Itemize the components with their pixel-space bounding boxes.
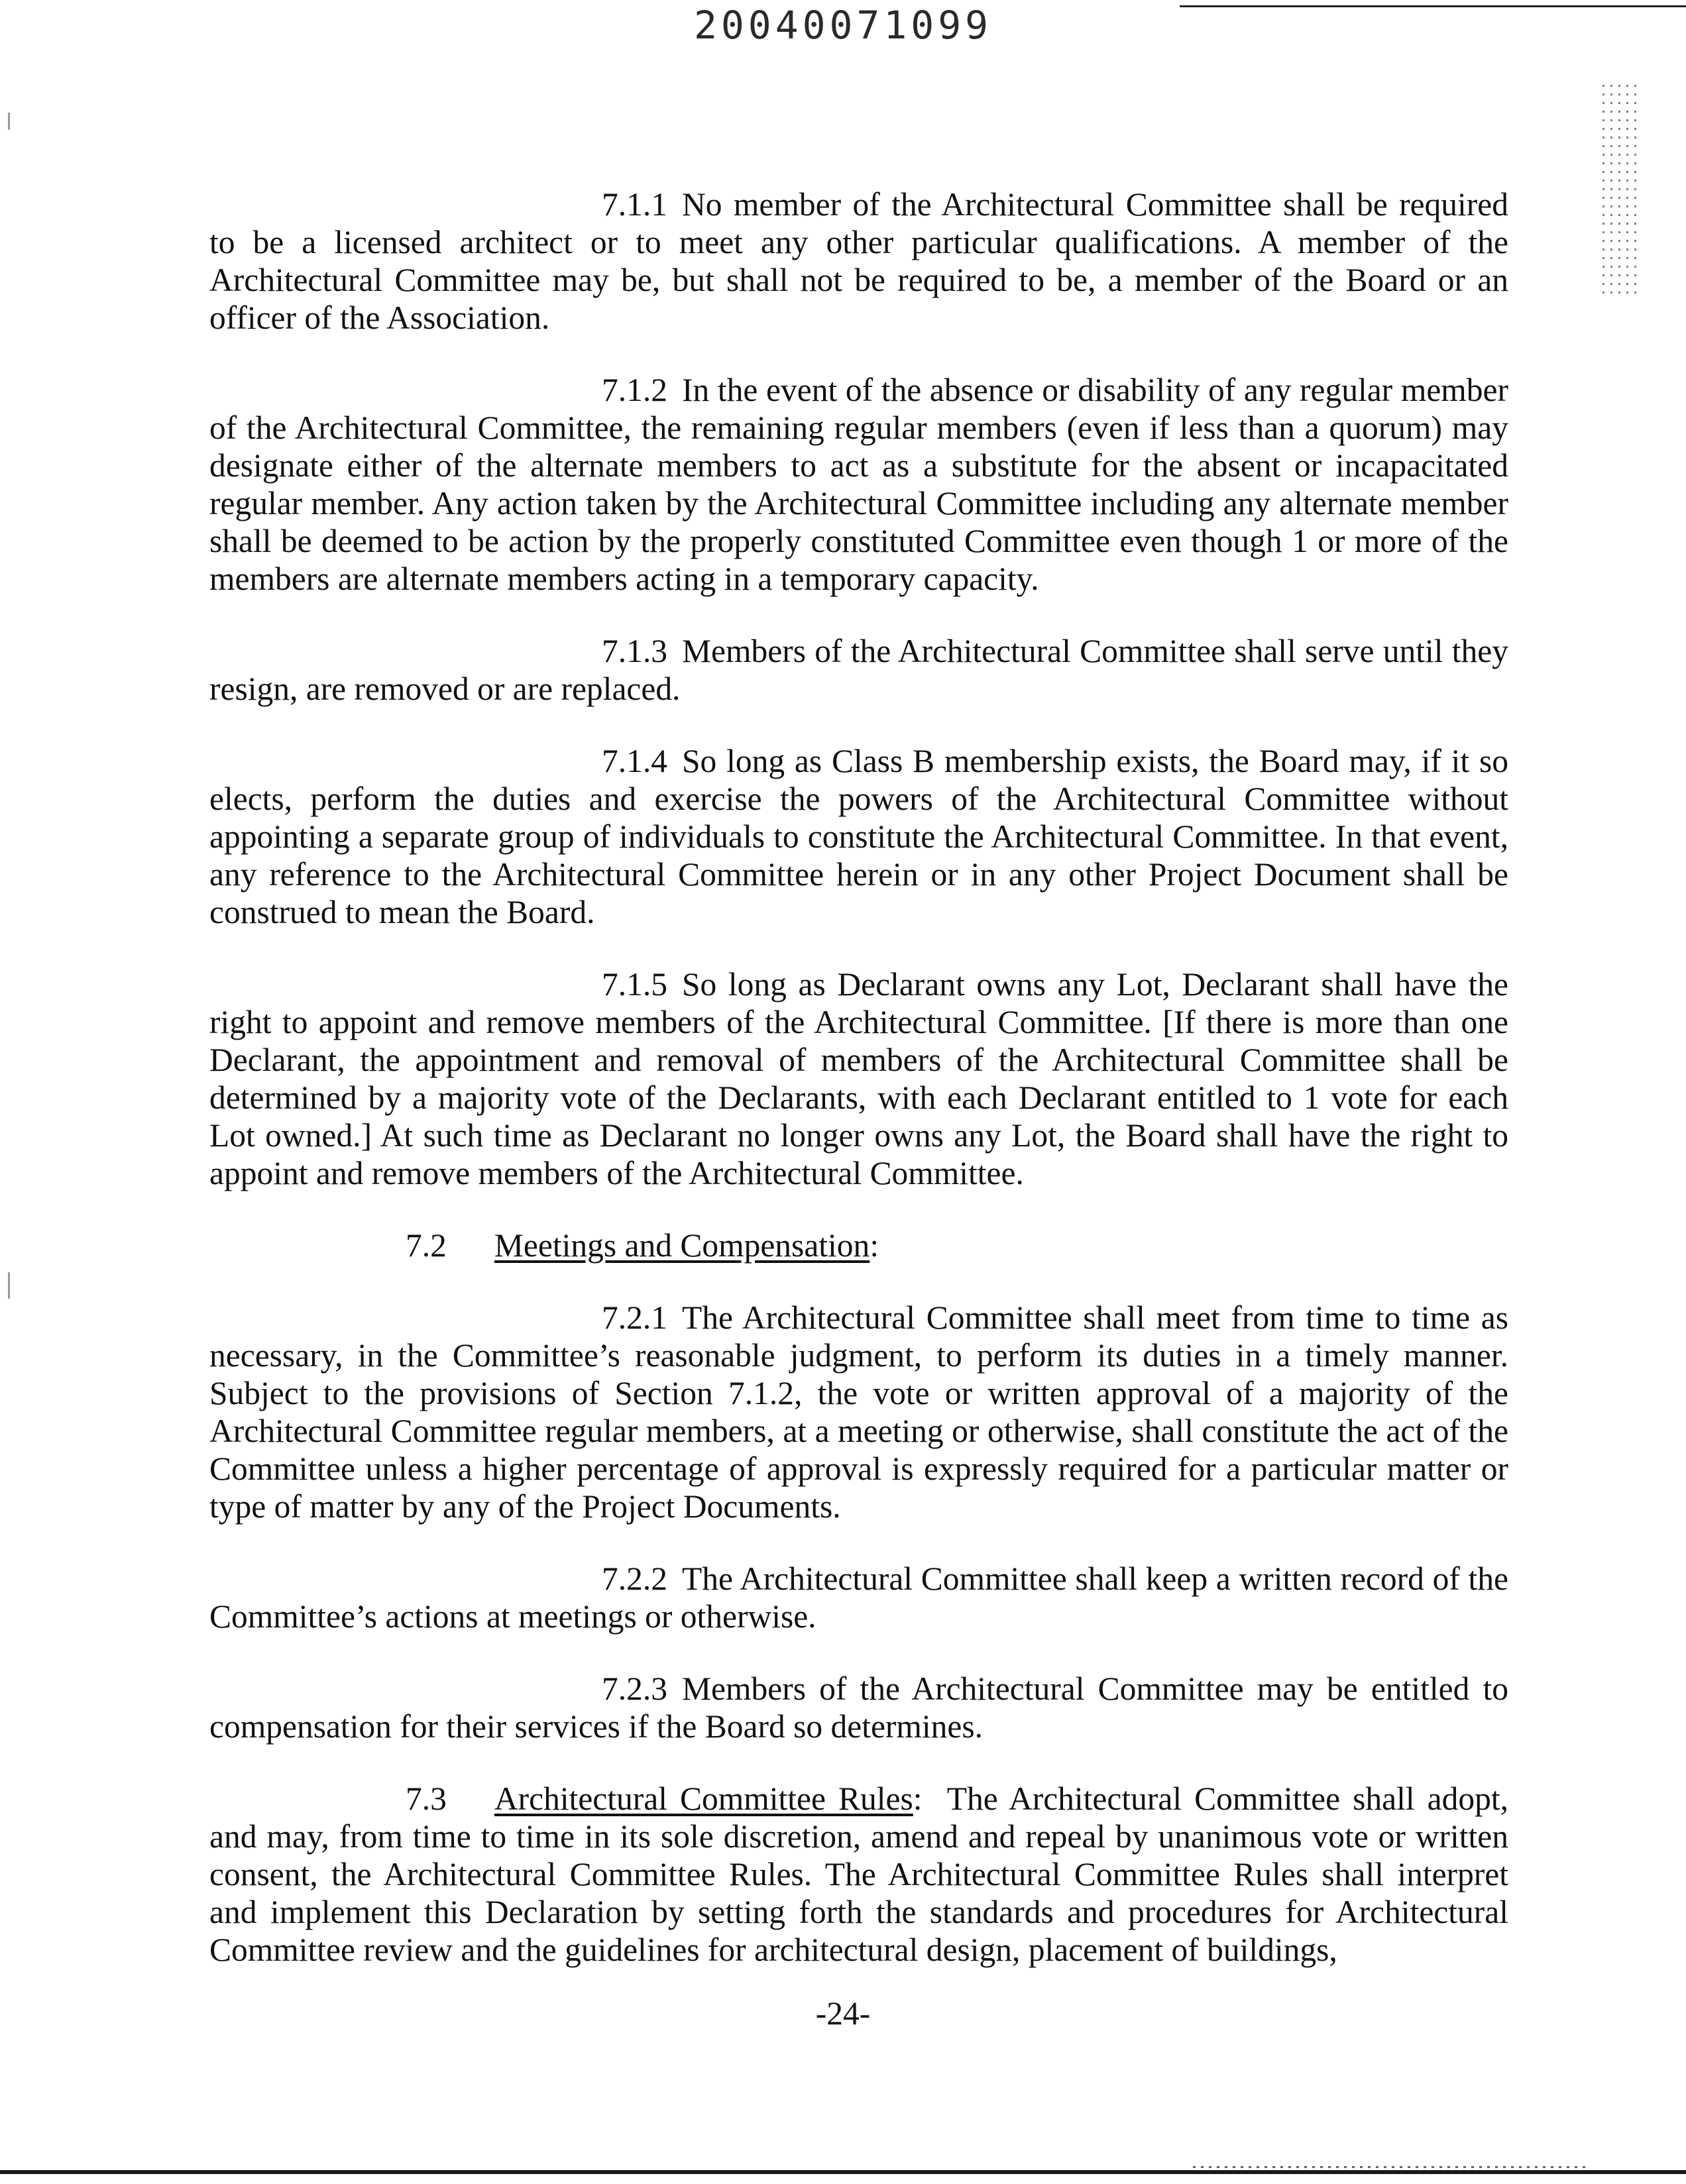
section-7-3: [209, 1780, 1508, 1969]
paragraph-text: No member of the Architectural Committee shall be required to be a licensed architect or to meet any other particular qualifications. A member of the Architectural Committee may be, but shall not be required to be, a member of the Board or an officer of the Association.: [209, 186, 1508, 336]
section-heading: Architectural Committee Rules: [494, 1780, 913, 1817]
scan-artifact-marks: [1602, 85, 1640, 297]
heading-punctuation: :: [870, 1227, 879, 1264]
paragraph-text: The Architectural Committee shall adopt, and may, from time to time in its sole discretion, amend and repeal by unanimous vote or written consent, the Architectural Committee Rules. The Architectural Committee Rules shall interpret and implement this Declaration by setting forth the standards and procedures for Architectural Committee review and the guidelines for architectural design, placement of buildings,: [209, 1780, 1508, 1968]
section-number: 7.3: [406, 1780, 447, 1817]
section-7-2-heading: [209, 1227, 1508, 1264]
section-number: 7.2: [406, 1227, 447, 1264]
paragraph-number: 7.1.1: [602, 186, 667, 223]
section-heading: Meetings and Compensation: [494, 1227, 870, 1264]
paragraph-7-1-3: [209, 632, 1508, 708]
bottom-scan-dots: [1193, 2166, 1591, 2168]
heading-punctuation: :: [913, 1780, 947, 1817]
paragraph-text: In the event of the absence or disability of any regular member of the Architectural Committee, the remaining regular members (even if less than a quorum) may designate either of the alternate members to act as a substitute for the absent or incapacitated regular member. Any action taken by the Architectural Committee including any alternate member shall be deemed to be action by the properly constituted Committee even though 1 or more of the members are alternate members acting in a temporary capacity.: [209, 372, 1508, 597]
paragraph-text: Members of the Architectural Committee shall serve until they resign, are removed or are replaced.: [209, 633, 1508, 707]
scan-speck: [8, 113, 10, 130]
paragraph-number: 7.2.1: [602, 1299, 667, 1336]
paragraph-7-2-3: [209, 1670, 1508, 1745]
paragraph-text: The Architectural Committee shall keep a written record of the Committee’s actions at meetings or otherwise.: [209, 1560, 1508, 1635]
paragraph-number: 7.1.3: [602, 633, 667, 669]
paragraph-number: 7.2.2: [602, 1560, 667, 1597]
page-number: -24-: [815, 1995, 871, 2032]
paragraph-text: So long as Class B membership exists, the Board may, if it so elects, perform the duties and exercise the powers of the Architectural Committee without appointing a separate group of individuals to constitute the Architectural Committee. In that event, any reference to the Architectural Committee herein or in any other Project Document shall be construed to mean the Board.: [209, 743, 1508, 930]
paragraph-7-1-5: [209, 965, 1508, 1192]
paragraph-7-1-4: [209, 742, 1508, 931]
document-body: [209, 186, 1508, 2003]
paragraph-text: Members of the Architectural Committee may be entitled to compensation for their services if the Board so determines.: [209, 1670, 1508, 1745]
paragraph-number: 7.1.5: [602, 966, 667, 1003]
paragraph-number: 7.2.3: [602, 1670, 667, 1707]
paragraph-number: 7.1.2: [602, 372, 667, 408]
paragraph-7-1-1: [209, 186, 1508, 337]
paragraph-7-2-1: [209, 1299, 1508, 1525]
bottom-scan-rule: [0, 2170, 1686, 2174]
paragraph-text: So long as Declarant owns any Lot, Declarant shall have the right to appoint and remove members of the Architectural Committee. [If there is more than one Declarant, the appointment and removal of members of the Architectural Committee shall be determined by a majority vote of the Declarants, with each Declarant entitled to 1 vote for each Lot owned.] At such time as Declarant no longer owns any Lot, the Board shall have the right to appoint and remove members of the Architectural Committee.: [209, 966, 1508, 1191]
scan-speck: [8, 1272, 10, 1299]
document-number: 20040071099: [693, 3, 993, 48]
paragraph-text: The Architectural Committee shall meet from time to time as necessary, in the Committee’s reasonable judgment, to perform its duties in a timely manner. Subject to the provisions of Section 7.1.2, the vote or written approval of a majority of the Architectural Committee regular members, at a meeting or otherwise, shall constitute the act of the Committee unless a higher percentage of approval is expressly required for a particular matter or type of matter by any of the Project Documents.: [209, 1299, 1508, 1525]
paragraph-number: 7.1.4: [602, 743, 667, 779]
paragraph-7-1-2: [209, 371, 1508, 598]
paragraph-7-2-2: [209, 1560, 1508, 1635]
